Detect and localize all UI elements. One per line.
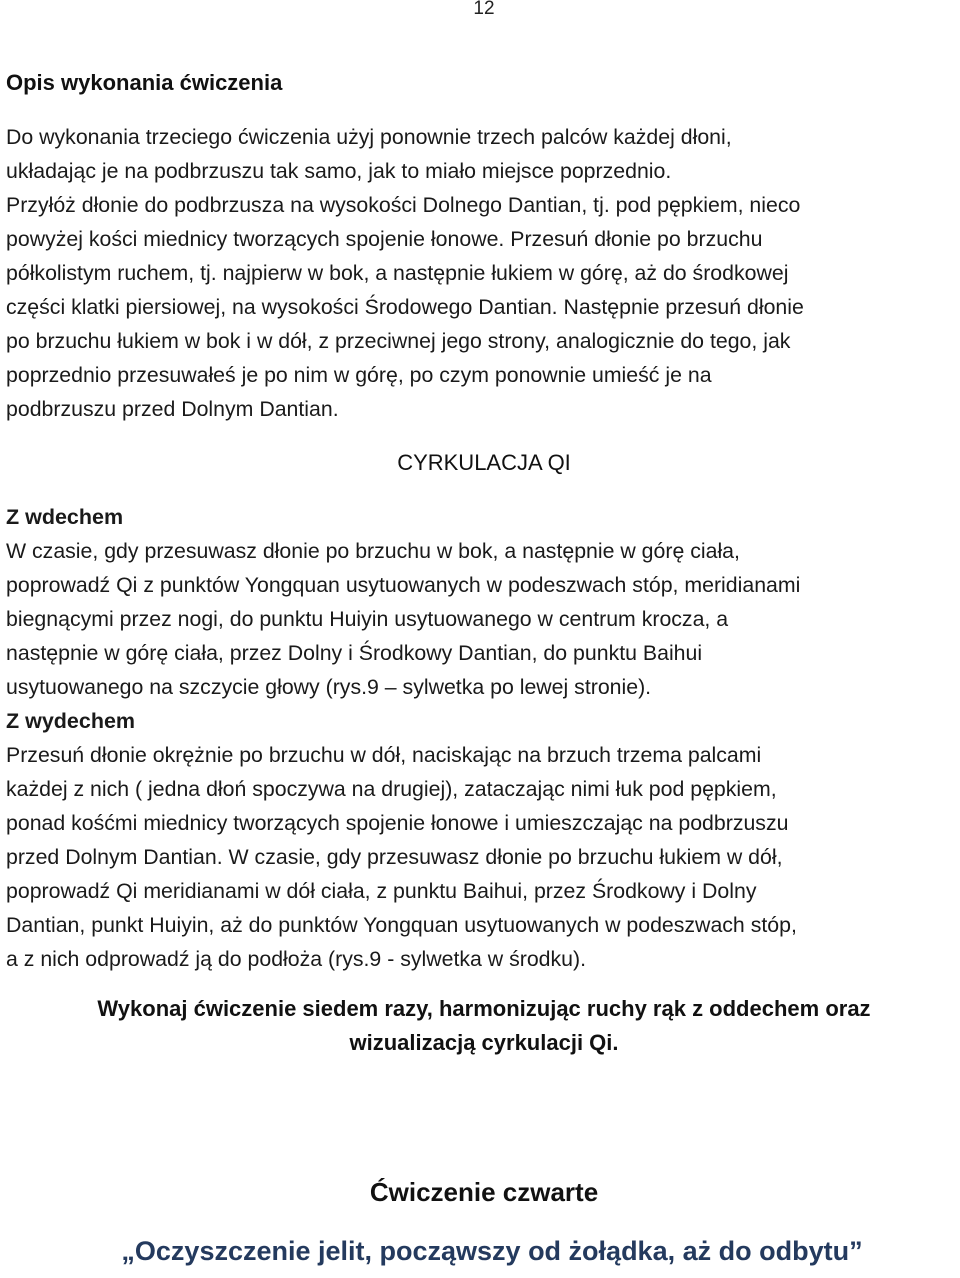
inhale-line: następnie w górę ciała, przez Dolny i Środkowy Dantian, do punktu Baihui	[6, 641, 703, 665]
inhale-line: biegnącymi przez nogi, do punktu Huiyin usytuowanego w centrum krocza, a	[6, 607, 729, 631]
page-number: 12	[473, 0, 495, 19]
intro-line: podbrzuszu przed Dolnym Dantian.	[6, 397, 339, 421]
intro-paragraph	[6, 120, 956, 426]
intro-line: Przyłóż dłonie do podbrzusza na wysokości Dolnego Dantian, tj. pod pępkiem, nieco	[6, 193, 801, 217]
intro-line: powyżej kości miednicy tworzących spojenie łonowe. Przesuń dłonie po brzuchu	[6, 227, 763, 251]
intro-line: półkolistym ruchem, tj. najpierw w bok, a następnie łukiem w górę, aż do środkowej	[6, 261, 789, 285]
intro-line: układając je na podbrzuszu tak samo, jak to miało miejsce poprzednio.	[6, 159, 672, 183]
instruction-line: wizualizacją cyrkulacji Qi.	[349, 1030, 619, 1055]
next-exercise-title: Ćwiczenie czwarte	[369, 1177, 599, 1207]
intro-line: po brzuchu łukiem w bok i w dół, z przeciwnej jego strony, analogicznie do tego, jak	[6, 329, 791, 353]
exhale-line: Dantian, punkt Huiyin, aż do punktów Yongquan usytuowanych w podeszwach stóp,	[6, 913, 797, 937]
next-exercise-subtitle: „Oczyszczenie jelit, począwszy od żołądka, aż do odbytu”	[121, 1236, 863, 1266]
exhale-line: każdej z nich ( jedna dłoń spoczywa na drugiej), zataczając nimi łuk pod pępkiem,	[6, 777, 777, 801]
intro-line: Do wykonania trzeciego ćwiczenia użyj ponownie trzech palców każdej dłoni,	[6, 125, 732, 149]
section-heading: Opis wykonania ćwiczenia	[6, 70, 283, 95]
inhale-line: poprowadź Qi z punktów Yongquan usytuowanych w podeszwach stóp, meridianami	[6, 573, 801, 597]
inhale-line: W czasie, gdy przesuwasz dłonie po brzuchu w bok, a następnie w górę ciała,	[6, 539, 740, 563]
intro-line: poprzednio przesuwałeś je po nim w górę, po czym ponownie umieść je na	[6, 363, 712, 387]
inhale-line: usytuowanego na szczycie głowy (rys.9 – sylwetka po lewej stronie).	[6, 675, 652, 699]
instruction	[0, 992, 960, 1060]
exhale-line: Przesuń dłonie okrężnie po brzuchu w dół, naciskając na brzuch trzema palcami	[6, 743, 762, 767]
intro-line: części klatki piersiowej, na wysokości Środowego Dantian. Następnie przesuń dłonie	[6, 295, 804, 319]
instruction-line: Wykonaj ćwiczenie siedem razy, harmonizując ruchy rąk z oddechem oraz	[97, 996, 871, 1021]
exhale-line: ponad kośćmi miednicy tworzących spojenie łonowe i umieszczając na podbrzuszu	[6, 811, 789, 835]
exhale-line: a z nich odprowadź ją do podłoża (rys.9 - sylwetka w środku).	[6, 947, 587, 971]
exhale-label: Z wydechem	[6, 709, 136, 733]
inhale-section	[6, 500, 956, 976]
inhale-label: Z wdechem	[6, 505, 124, 529]
exhale-line: przed Dolnym Dantian. W czasie, gdy przesuwasz dłonie po brzuchu łukiem w dół,	[6, 845, 783, 869]
exhale-line: poprowadź Qi meridianami w dół ciała, z punktu Baihui, przez Środkowy i Dolny	[6, 879, 757, 903]
cyrkulacja-title: CYRKULACJA QI	[397, 450, 571, 475]
